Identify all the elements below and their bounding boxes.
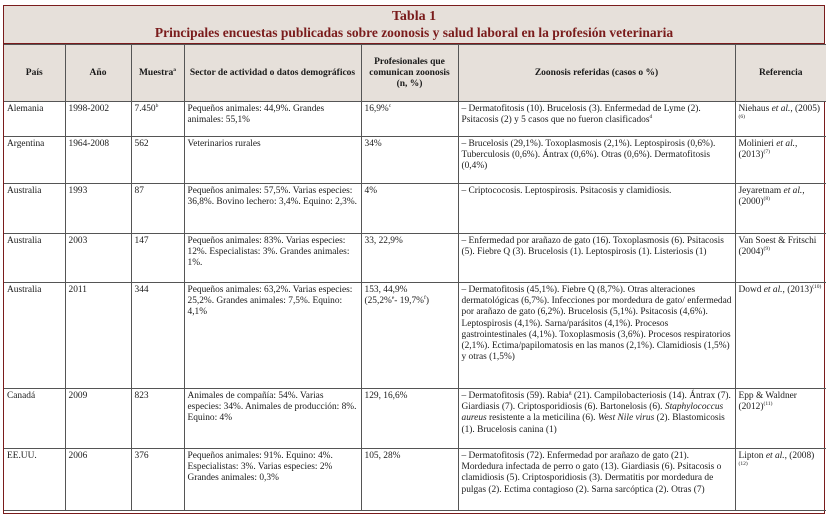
- cell-sector: Pequeños animales: 91%. Equino: 4%. Especialistas: 3%. Varias especies: 2% Grandes animales: 0,3%: [184, 449, 361, 511]
- cell-referencia: Jeyaretnam et al., $(2000)^{(8)}$: [735, 184, 826, 234]
- header-zoonosis: Zoonosis referidas (casos o %): [458, 45, 735, 102]
- cell-muestra: 562: [131, 137, 184, 184]
- cell-muestra: 147: [131, 234, 184, 283]
- table-caption: [4, 6, 824, 44]
- header-pais: País: [4, 45, 65, 102]
- table-row: [4, 137, 826, 184]
- cell-zoonosis: – Dermatofitosis (10). Brucelosis (3). Enfermedad de Lyme (2). Psitacosis (2) y 5 casos que no fueron clasificados$^d$: [458, 102, 735, 137]
- cell-referencia: Lipton et al., $(2008)^{(12)}$: [735, 449, 826, 511]
- cell-zoonosis: – Brucelosis (29,1%). Toxoplasmosis (2,1%). Leptospirosis (0,6%). Tuberculosis (0,6%). Ántrax (0,6%). Otras (0,6%). Dermatofitosis (0,4%): [458, 137, 735, 184]
- cell-muestra: 344: [131, 283, 184, 389]
- cell-pais: Australia: [4, 283, 65, 389]
- table-title: Principales encuestas publicadas sobre zoonosis y salud laboral en la profesión veterinaria: [154, 25, 674, 40]
- cell-pais: Australia: [4, 234, 65, 283]
- table-row: [4, 234, 826, 283]
- header-profesionales: Profesionales que comunican zoonosis (n, %): [361, 45, 458, 102]
- cell-zoonosis: – Dermatofitosis (59). Rabia$^g$ (21). Campilobacteriosis (14). Ántrax (7). Giardiasis (7). Criptosporidiosis (6). Bartonelosis (6). Staphylococcus aureus resistente a la meticilina (6). West Nile virus (2). Blastomicosis (1). Brucelosis canina (1): [458, 389, 735, 449]
- table-row: [4, 102, 826, 137]
- table-row: [4, 449, 826, 511]
- cell-zoonosis: – Enfermedad por arañazo de gato (16). Toxoplasmosis (6). Psitacosis (5). Fiebre Q (3). Brucelosis (1). Leptospirosis (1). Listeriosis (1): [458, 234, 735, 283]
- header-row: [4, 45, 826, 102]
- cell-pais: Australia: [4, 184, 65, 234]
- cell-anio: 2011: [65, 283, 131, 389]
- table-row: [4, 184, 826, 234]
- table-number: Tabla 1: [391, 9, 437, 24]
- cell-pais: Argentina: [4, 137, 65, 184]
- cell-muestra: 823: [131, 389, 184, 449]
- cell-anio: 2009: [65, 389, 131, 449]
- cell-referencia: Dowd et al., $(2013)^{(10)}$: [735, 283, 826, 389]
- cell-zoonosis: – Criptococosis. Leptospirosis. Psitacosis y clamidiosis.: [458, 184, 735, 234]
- table-frame: [3, 5, 825, 514]
- cell-muestra: 7.450$^b$: [131, 102, 184, 137]
- table-row: [4, 389, 826, 449]
- cell-profesionales: 34%: [361, 137, 458, 184]
- cell-sector: Animales de compañía: 54%. Varias especies: 34%. Animales de producción: 8%. Equino: 4%: [184, 389, 361, 449]
- cell-profesionales: 4%: [361, 184, 458, 234]
- cell-profesionales: 16,9%$^c$: [361, 102, 458, 137]
- cell-zoonosis: – Dermatofitosis (72). Enfermedad por arañazo de gato (21). Mordedura infectada de perro o gato (13). Giardiasis (6). Psitacosis o clamidiosis (5). Criptosporidiosis (3). Dermatitis por mordedura de pulgas (2). Ectima contagioso (2). Sarna sarcóptica (2). Otras (7): [458, 449, 735, 511]
- cell-zoonosis: – Dermatofitosis (45,1%). Fiebre Q (8,7%). Otras alteraciones dermatológicas (6,7%). Infecciones por mordedura de gato/ enfermedad por arañazo de gato (6,2%). Brucelosis (5,1%). Psitacosis (4,6%). Leptospirosis (4,1%). Sarna/parásitos (4,1%). Procesos gastrointestinales (4,1%). Toxoplasmosis (3,6%). Procesos respiratorios (2,1%). Ectima/papilomatosis en las manos (2,1%). Clamidiosis (1,5%) y otras (1,5%): [458, 283, 735, 389]
- cell-sector: Veterinarios rurales: [184, 137, 361, 184]
- cell-anio: 2006: [65, 449, 131, 511]
- cell-referencia: Van Soest & Fritschi $(2004)^{(9)}$: [735, 234, 826, 283]
- cell-referencia: Epp & Waldner $(2012)^{(11)}$: [735, 389, 826, 449]
- cell-anio: 1998-2002: [65, 102, 131, 137]
- cell-sector: Pequeños animales: 57,5%. Varias especies: 36,8%. Bovino lechero: 3,4%. Equino: 2,3%.: [184, 184, 361, 234]
- cell-pais: EE.UU.: [4, 449, 65, 511]
- cell-profesionales: 129, 16,6%: [361, 389, 458, 449]
- cell-muestra: 376: [131, 449, 184, 511]
- header-referencia: Referencia: [735, 45, 826, 102]
- cell-profesionales: 105, 28%: [361, 449, 458, 511]
- cell-sector: Pequeños animales: 44,9%. Grandes animales: 55,1%: [184, 102, 361, 137]
- table-row: [4, 283, 826, 389]
- cell-sector: Pequeños animales: 83%. Varias especies: 12%. Especialistas: 3%. Grandes animales: 1%.: [184, 234, 361, 283]
- cell-muestra: 87: [131, 184, 184, 234]
- survey-table: [4, 44, 826, 511]
- cell-profesionales: 33, 22,9%: [361, 234, 458, 283]
- cell-anio: 2003: [65, 234, 131, 283]
- header-sector: Sector de actividad o datos demográficos: [184, 45, 361, 102]
- cell-profesionales: 153, 44,9% (25,2%$^e$- 19,7%$^f$): [361, 283, 458, 389]
- header-anio: Año: [65, 45, 131, 102]
- cell-referencia: Molinieri et al., $(2013)^{(7)}$: [735, 137, 826, 184]
- cell-referencia: Niehaus et al., $(2005)^{(6)}$: [735, 102, 826, 137]
- cell-anio: 1964-2008: [65, 137, 131, 184]
- cell-sector: Pequeños animales: 63,2%. Varias especies: 25,2%. Grandes animales: 7,5%. Equino: 4,1%: [184, 283, 361, 389]
- cell-pais: Canadá: [4, 389, 65, 449]
- cell-anio: 1993: [65, 184, 131, 234]
- cell-pais: Alemania: [4, 102, 65, 137]
- header-muestra: Muestra$^a$: [131, 45, 184, 102]
